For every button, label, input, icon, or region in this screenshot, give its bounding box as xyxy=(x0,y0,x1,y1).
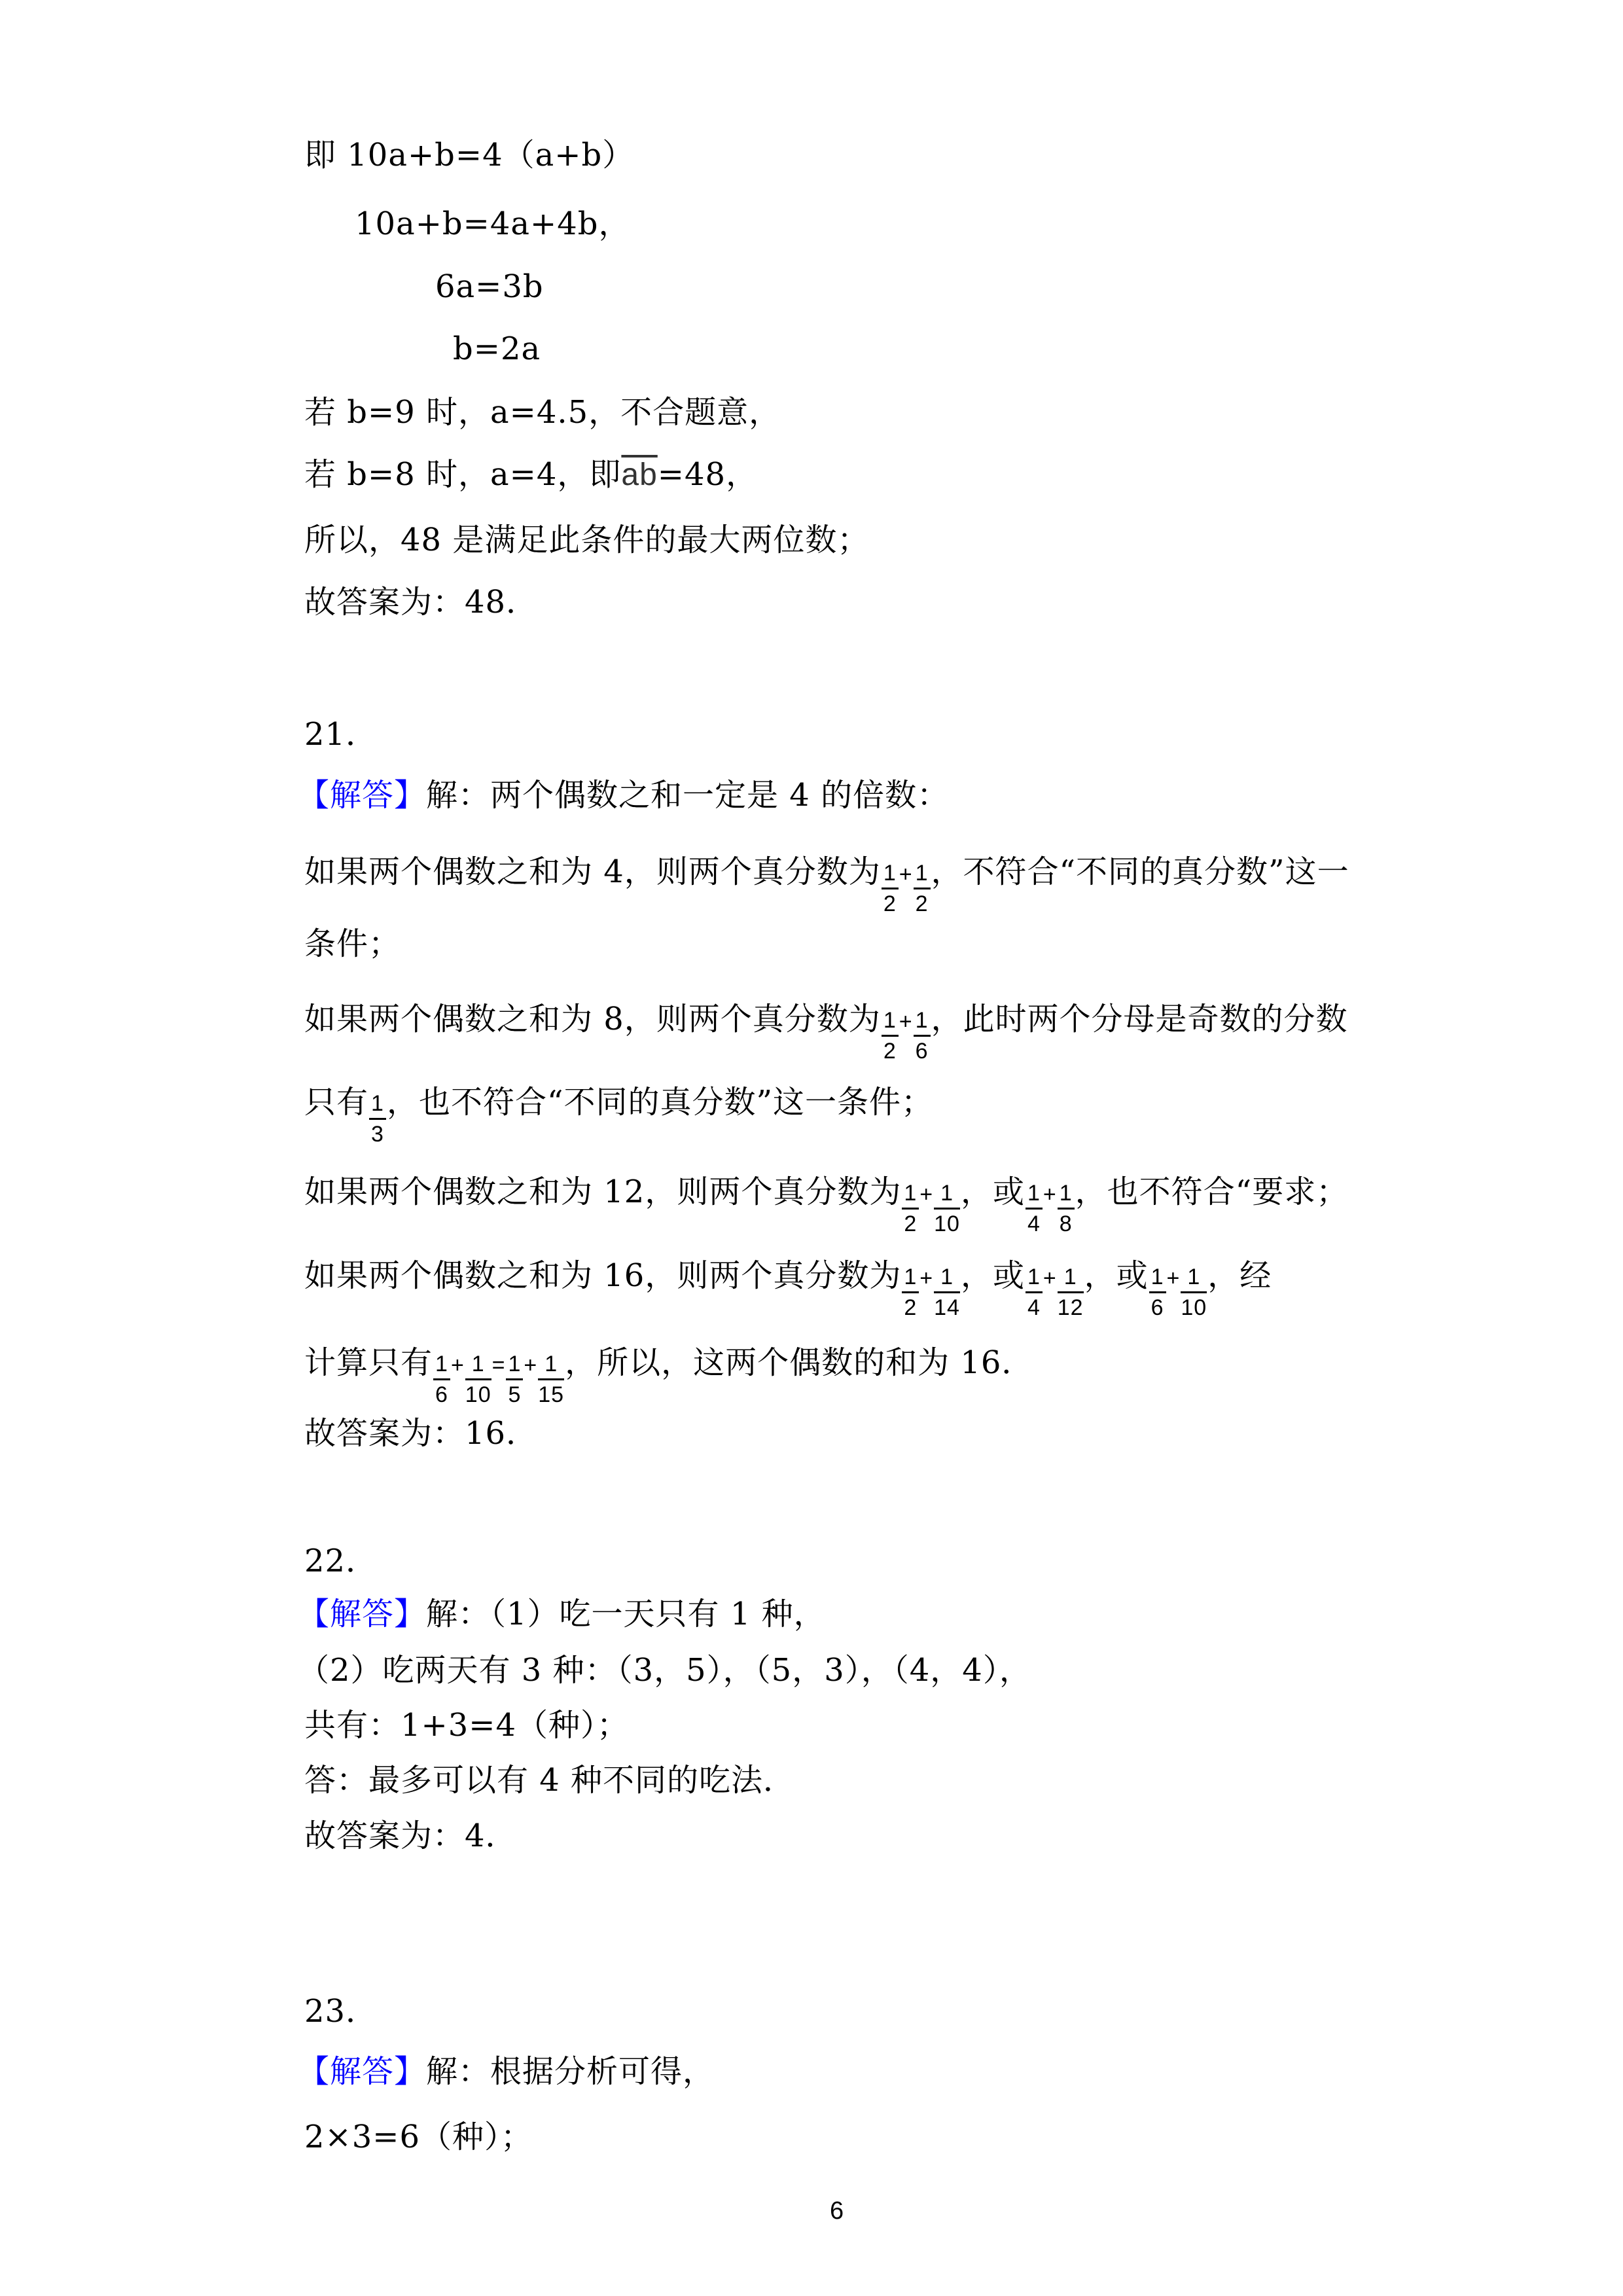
text-segment: 如果两个偶数之和为 12，则两个真分数为 xyxy=(304,1174,902,1210)
text-segment: ，不符合“不同的真分数”这一 xyxy=(931,853,1349,890)
text-line: 2×3=6（种）； xyxy=(304,2119,533,2155)
solution-tag: 【解答】 xyxy=(298,2053,427,2090)
fraction: $\frac{1}{2}$ xyxy=(882,859,899,918)
overlined-number-ab: $\overline{ab}$ xyxy=(621,457,658,492)
text-line: 共有：1+3=4（种）； xyxy=(304,1707,630,1744)
text-segment: 如果两个偶数之和为 16，则两个真分数为 xyxy=(304,1257,902,1294)
text-line: 条件； xyxy=(304,925,401,962)
fraction: $\frac{1}{2}$ xyxy=(914,859,931,918)
text-segment: ，所以，这两个偶数的和为 16． xyxy=(565,1344,1034,1381)
text-line: 若 b=9 时，a=4.5，不合题意， xyxy=(304,394,781,431)
text-segment: 解：根据分析可得， xyxy=(426,2053,715,2090)
plus-sign: + xyxy=(899,1009,913,1034)
fraction: $\frac{1}{10}$ xyxy=(465,1350,491,1409)
fraction: $\frac{1}{14}$ xyxy=(934,1263,960,1322)
fraction: $\frac{1}{5}$ xyxy=(506,1350,523,1409)
solution-tag: 【解答】 xyxy=(298,777,427,814)
plus-sign: + xyxy=(1043,1265,1057,1291)
solution-intro xyxy=(298,776,949,815)
fraction: $\frac{1}{2}$ xyxy=(882,1006,899,1066)
text-segment: 解：两个偶数之和一定是 4 的倍数： xyxy=(426,777,950,814)
plus-sign: + xyxy=(524,1352,538,1378)
fraction: $\frac{1}{8}$ xyxy=(1058,1179,1075,1238)
question-number-23: 23． xyxy=(304,1993,378,2030)
text-line xyxy=(304,455,758,494)
case-8-continuation xyxy=(304,1075,934,1147)
text-segment: ，或 xyxy=(960,1257,1025,1294)
plus-sign: + xyxy=(450,1352,465,1378)
fraction: $\frac{1}{6}$ xyxy=(433,1350,450,1409)
text-line: 答：最多可以有 4 种不同的吃法． xyxy=(304,1762,796,1799)
text-segment: 若 b=8 时，a=4，即 xyxy=(304,456,622,493)
equation-line: b=2a xyxy=(453,331,541,367)
calculation-line xyxy=(304,1335,1034,1407)
equation-line: 即 10a+b=4（a+b） xyxy=(304,137,635,173)
case-4-line xyxy=(304,844,1349,916)
text-line: （2）吃两天有 3 种：（3，5），（5，3），（4，4）， xyxy=(298,1652,1031,1689)
fraction: $\frac{1}{2}$ xyxy=(902,1263,919,1322)
fraction: $\frac{1}{6}$ xyxy=(914,1006,931,1066)
answer-line: 故答案为：48． xyxy=(304,584,539,620)
equals-sign: = xyxy=(491,1352,506,1378)
text-segment: =48， xyxy=(657,456,758,493)
text-segment: 如果两个偶数之和为 4，则两个真分数为 xyxy=(304,853,881,890)
text-segment: ，经 xyxy=(1207,1257,1272,1294)
plus-sign: + xyxy=(919,1181,934,1207)
answer-line: 故答案为：16． xyxy=(304,1415,539,1452)
text-segment: ，也不符合“要求； xyxy=(1075,1174,1349,1210)
question-number-21: 21． xyxy=(304,716,378,753)
text-segment: 只有 xyxy=(304,1084,369,1121)
fraction: $\frac{1}{15}$ xyxy=(538,1350,564,1409)
text-segment: ，或 xyxy=(960,1174,1025,1210)
fraction: $\frac{1}{2}$ xyxy=(902,1179,919,1238)
plus-sign: + xyxy=(1166,1265,1181,1291)
fraction: $\frac{1}{4}$ xyxy=(1026,1263,1043,1322)
text-segment: 如果两个偶数之和为 8，则两个真分数为 xyxy=(304,1001,881,1037)
case-12-line xyxy=(304,1164,1349,1236)
fraction: $\frac{1}{3}$ xyxy=(369,1089,386,1149)
text-segment: 计算只有 xyxy=(304,1344,433,1381)
text-segment: ，也不符合“不同的真分数”这一条件； xyxy=(386,1084,934,1121)
solution-intro xyxy=(298,2052,715,2091)
solution-intro xyxy=(298,1594,826,1634)
case-16-line xyxy=(304,1248,1272,1320)
text-segment: ，此时两个分母是奇数的分数 xyxy=(931,1001,1348,1037)
solution-tag: 【解答】 xyxy=(298,1596,427,1632)
fraction: $\frac{1}{12}$ xyxy=(1058,1263,1084,1322)
text-segment: 解：（1）吃一天只有 1 种， xyxy=(426,1596,826,1632)
plus-sign: + xyxy=(899,861,913,887)
page-number: 6 xyxy=(830,2197,844,2225)
fraction: $\frac{1}{4}$ xyxy=(1026,1179,1043,1238)
text-line: 所以，48 是满足此条件的最大两位数； xyxy=(304,522,870,558)
plus-sign: + xyxy=(919,1265,934,1291)
fraction: $\frac{1}{10}$ xyxy=(1181,1263,1207,1322)
case-8-line xyxy=(304,992,1348,1064)
equation-line: 6a=3b xyxy=(435,268,544,305)
plus-sign: + xyxy=(1043,1181,1057,1207)
text-segment: ，或 xyxy=(1084,1257,1149,1294)
fraction: $\frac{1}{10}$ xyxy=(934,1179,960,1238)
answer-line: 故答案为：4． xyxy=(304,1818,518,1854)
equation-line: 10a+b=4a+4b， xyxy=(355,206,631,242)
question-number-22: 22． xyxy=(304,1543,378,1579)
fraction: $\frac{1}{6}$ xyxy=(1149,1263,1166,1322)
